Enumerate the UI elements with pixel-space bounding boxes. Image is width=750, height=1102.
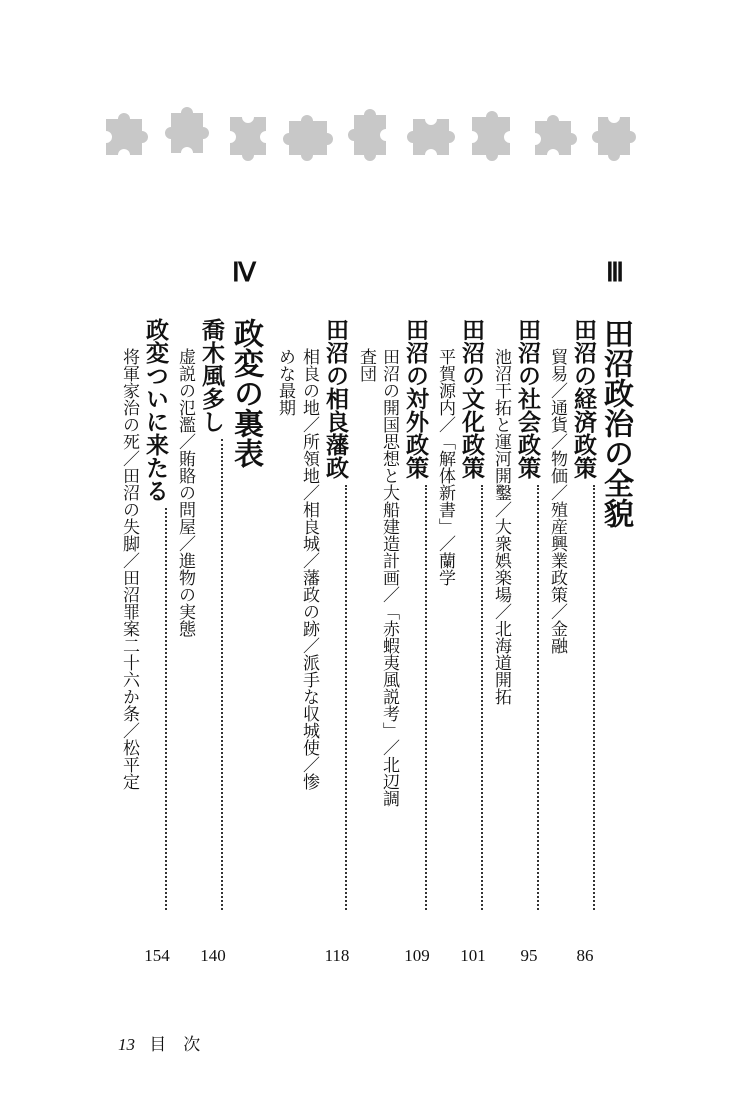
puzzle-piece-icon <box>527 105 579 165</box>
toc-entry[interactable] <box>144 318 167 938</box>
section-subtopics: 平賀源内／「解体新書」／蘭学 <box>435 348 455 586</box>
toc-entry[interactable] <box>200 318 223 938</box>
section-subtopics: 査団 <box>356 348 376 382</box>
leader-dots <box>200 439 223 910</box>
page-number: 95 <box>520 946 538 965</box>
puzzle-piece-icon <box>344 105 396 165</box>
part-3-numeral: Ⅲ <box>606 258 621 287</box>
section-title: 田沼の相良藩政 <box>322 318 349 479</box>
puzzle-piece-icon <box>405 105 457 165</box>
section-title: 田沼の文化政策 <box>458 318 485 479</box>
section-title: 田沼の対外政策 <box>402 318 429 479</box>
page-number: 109 <box>404 946 430 965</box>
section-subtopics: 将軍家治の死／田沼の失脚／田沼罪案二十六か条／松平定 <box>119 348 139 790</box>
footer-page-number: 13 <box>118 1035 135 1054</box>
page-number: 118 <box>324 946 350 965</box>
puzzle-piece-icon <box>283 105 335 165</box>
puzzle-piece-icon <box>588 105 640 165</box>
section-subtopics: 貿易／通貨／物価／殖産興業政策／金融 <box>547 348 567 654</box>
part-4-numeral: Ⅳ <box>232 258 253 287</box>
leader-dots <box>144 508 167 910</box>
section-subtopics: 田沼の開国思想と大船建造計画／「赤蝦夷風説考」／北辺調 <box>379 348 399 807</box>
leader-dots <box>516 485 539 910</box>
section-title: 政変ついに来たる <box>142 318 169 502</box>
toc-entry[interactable] <box>324 318 347 938</box>
part-4-title: 政変の裏表 <box>228 318 263 468</box>
puzzle-decoration <box>100 100 640 170</box>
section-subtopics: 池沼干拓と運河開鑿／大衆娯楽場／北海道開拓 <box>491 348 511 705</box>
leader-dots <box>404 485 427 910</box>
page-number: 140 <box>200 946 226 965</box>
puzzle-piece-icon <box>100 105 152 165</box>
section-title: 喬木風多し <box>198 318 225 433</box>
section-subtopics: 虚説の氾濫／賄賂の問屋／進物の実態 <box>175 348 195 637</box>
toc-entry[interactable] <box>460 318 483 938</box>
page-footer <box>118 1030 200 1055</box>
puzzle-piece-icon <box>466 105 518 165</box>
toc-entry[interactable] <box>572 318 595 938</box>
leader-dots <box>324 485 347 910</box>
section-subtopics: めな最期 <box>275 348 295 416</box>
page-number: 154 <box>144 946 170 965</box>
puzzle-piece-icon <box>161 105 213 165</box>
page-number: 86 <box>576 946 594 965</box>
part-3-title: 田沼政治の全貌 <box>598 318 633 528</box>
section-title: 田沼の社会政策 <box>514 318 541 479</box>
toc-entry[interactable] <box>404 318 427 938</box>
section-title: 田沼の経済政策 <box>570 318 597 479</box>
toc-entry[interactable] <box>516 318 539 938</box>
page-number: 101 <box>460 946 486 965</box>
section-subtopics: 相良の地／所領地／相良城／藩政の跡／派手な収城使／惨 <box>299 348 319 790</box>
footer-label: 目 次 <box>149 1035 201 1054</box>
leader-dots <box>460 485 483 910</box>
leader-dots <box>572 485 595 910</box>
puzzle-piece-icon <box>222 105 274 165</box>
